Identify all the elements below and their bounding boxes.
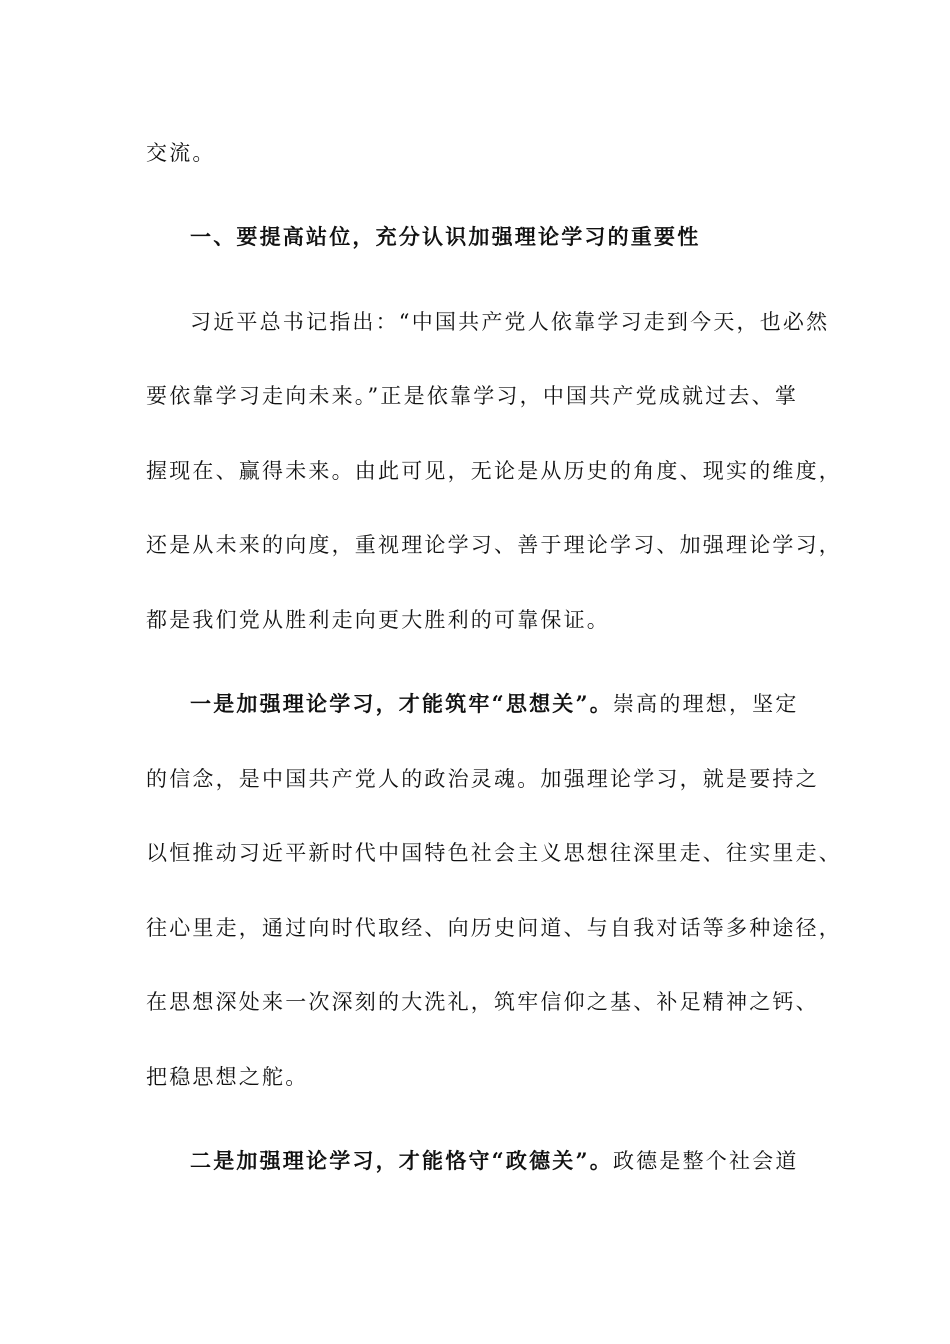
paragraph-line: 习近平总书记指出：“中国共产党人依靠学习走到今天，也必然 (190, 310, 830, 334)
paragraph-line: 把稳思想之舵。 (146, 1065, 309, 1089)
paragraph-line: 在思想深处来一次深刻的大洗礼，筑牢信仰之基、补足精神之钙、 (146, 990, 819, 1014)
paragraph-line: 握现在、赢得未来。由此可见，无论是从历史的角度、现实的维度， (146, 459, 842, 483)
paragraph-line: 还是从未来的向度，重视理论学习、善于理论学习、加强理论学习， (146, 533, 842, 557)
paragraph-line: 交流。 (146, 141, 216, 165)
section-heading: 一、要提高站位，充分认识加强理论学习的重要性 (190, 224, 701, 249)
paragraph-line: 都是我们党从胜利走向更大胜利的可靠保证。 (146, 608, 610, 632)
paragraph-line (190, 1146, 836, 1176)
paragraph-line: 以恒推动习近平新时代中国特色社会主义思想往深里走、往实里走、 (146, 841, 842, 865)
paragraph-text: 政德是整个社会道 (612, 1149, 799, 1173)
lead-sentence-bold: 一是加强理论学习，才能筑牢“思想关”。 (190, 691, 613, 716)
paragraph-line: 的信念，是中国共产党人的政治灵魂。加强理论学习，就是要持之 (146, 767, 819, 791)
paragraph-line (190, 689, 836, 719)
paragraph-text: 崇高的理想，坚定 (612, 692, 799, 716)
paragraph-line: 往心里走，通过向时代取经、向历史问道、与自我对话等多种途径， (146, 916, 842, 940)
lead-sentence-bold: 二是加强理论学习，才能恪守“政德关”。 (190, 1148, 613, 1173)
paragraph-line: 要依靠学习走向未来。”正是依靠学习，中国共产党成就过去、掌 (146, 384, 799, 408)
